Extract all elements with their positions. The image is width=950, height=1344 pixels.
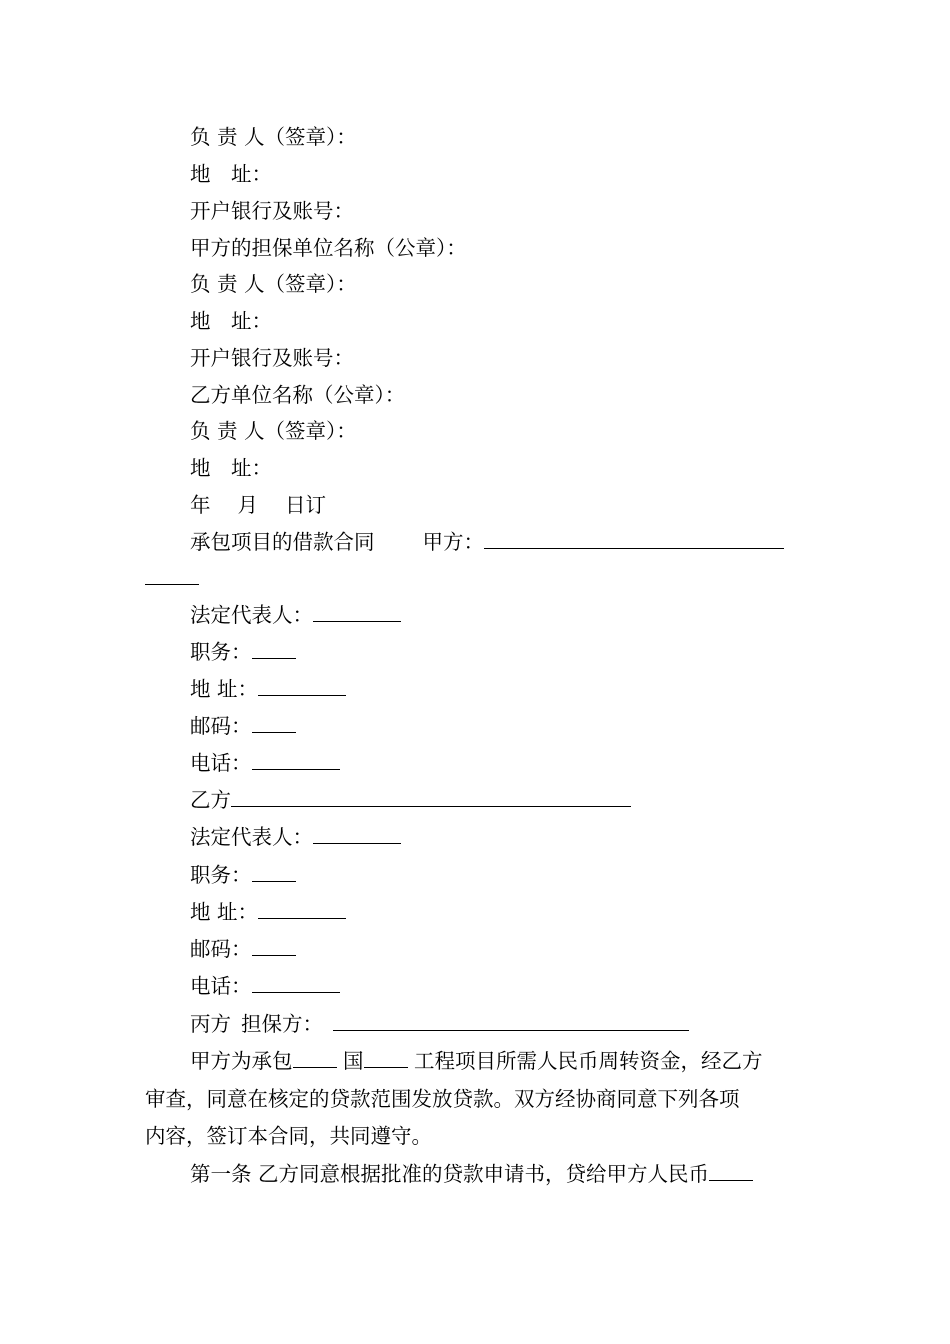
position-blank [252, 862, 296, 882]
party-b-address: 地 址： [190, 897, 346, 927]
party-a-blank [484, 529, 784, 549]
party-a-label: 甲方： [422, 530, 484, 554]
sig-responsible-person-3: 负 责 人（签章）： [190, 419, 357, 443]
party-a-legal-rep: 法定代表人： [190, 600, 401, 630]
intro-line-1: 甲方为承包 国 工程项目所需人民币周转资金，经乙方 [190, 1049, 763, 1073]
postcode-blank [252, 713, 296, 733]
intro-line-2: 审查，同意在核定的贷款范围发放贷款。双方经协商同意下列各项 [145, 1087, 740, 1111]
project-blank-2 [364, 1048, 408, 1068]
intro-line-3: 内容，签订本合同，共同遵守。 [145, 1124, 432, 1148]
article-1-line: 第一条 乙方同意根据批准的贷款申请书，贷给甲方人民币 [190, 1159, 753, 1189]
party-c-label: 担保方： [241, 1012, 323, 1036]
sig-date-line: 年 月 日订 [190, 493, 327, 517]
sig-responsible-person-1: 负 责 人（签章）： [190, 125, 357, 149]
address-blank [258, 899, 346, 919]
party-b-blank [231, 787, 631, 807]
position-blank [252, 639, 296, 659]
sig-responsible-person-2: 负 责 人（签章）： [190, 272, 357, 296]
sig-address-3: 地 址： [190, 456, 272, 480]
party-b-legal-rep: 法定代表人： [190, 822, 401, 852]
party-a-position: 职务： [190, 637, 296, 667]
party-a-postcode: 邮码： [190, 711, 296, 741]
project-blank-1 [293, 1048, 337, 1068]
party-c-prefix: 丙方 [190, 1012, 231, 1036]
amount-blank [709, 1161, 753, 1181]
phone-blank [252, 750, 340, 770]
legal-rep-blank [313, 824, 401, 844]
contract-title-line [190, 527, 784, 557]
party-b-postcode: 邮码： [190, 934, 296, 964]
sig-address-1: 地 址： [190, 162, 272, 186]
party-a-address: 地 址： [190, 674, 346, 704]
sig-bank-account-2: 开户银行及账号： [190, 346, 354, 370]
party-a-blank-cont [145, 563, 199, 593]
sig-bank-account-1: 开户银行及账号： [190, 199, 354, 223]
party-b-phone: 电话： [190, 971, 340, 1001]
party-b-label: 乙方 [190, 788, 231, 812]
party-b-position: 职务： [190, 860, 296, 890]
sig-party-b-unit: 乙方单位名称（公章）： [190, 383, 406, 407]
phone-blank [252, 973, 340, 993]
postcode-blank [252, 936, 296, 956]
contract-title: 承包项目的借款合同 [190, 530, 375, 554]
sig-address-2: 地 址： [190, 309, 272, 333]
party-c-blank [333, 1011, 689, 1031]
party-a-phone: 电话： [190, 748, 340, 778]
party-c-line [190, 1009, 689, 1039]
party-a-blank-tail [145, 565, 199, 585]
sig-guarantor-unit: 甲方的担保单位名称（公章）： [190, 236, 467, 260]
address-blank [258, 676, 346, 696]
party-b-line [190, 785, 631, 815]
legal-rep-blank [313, 602, 401, 622]
